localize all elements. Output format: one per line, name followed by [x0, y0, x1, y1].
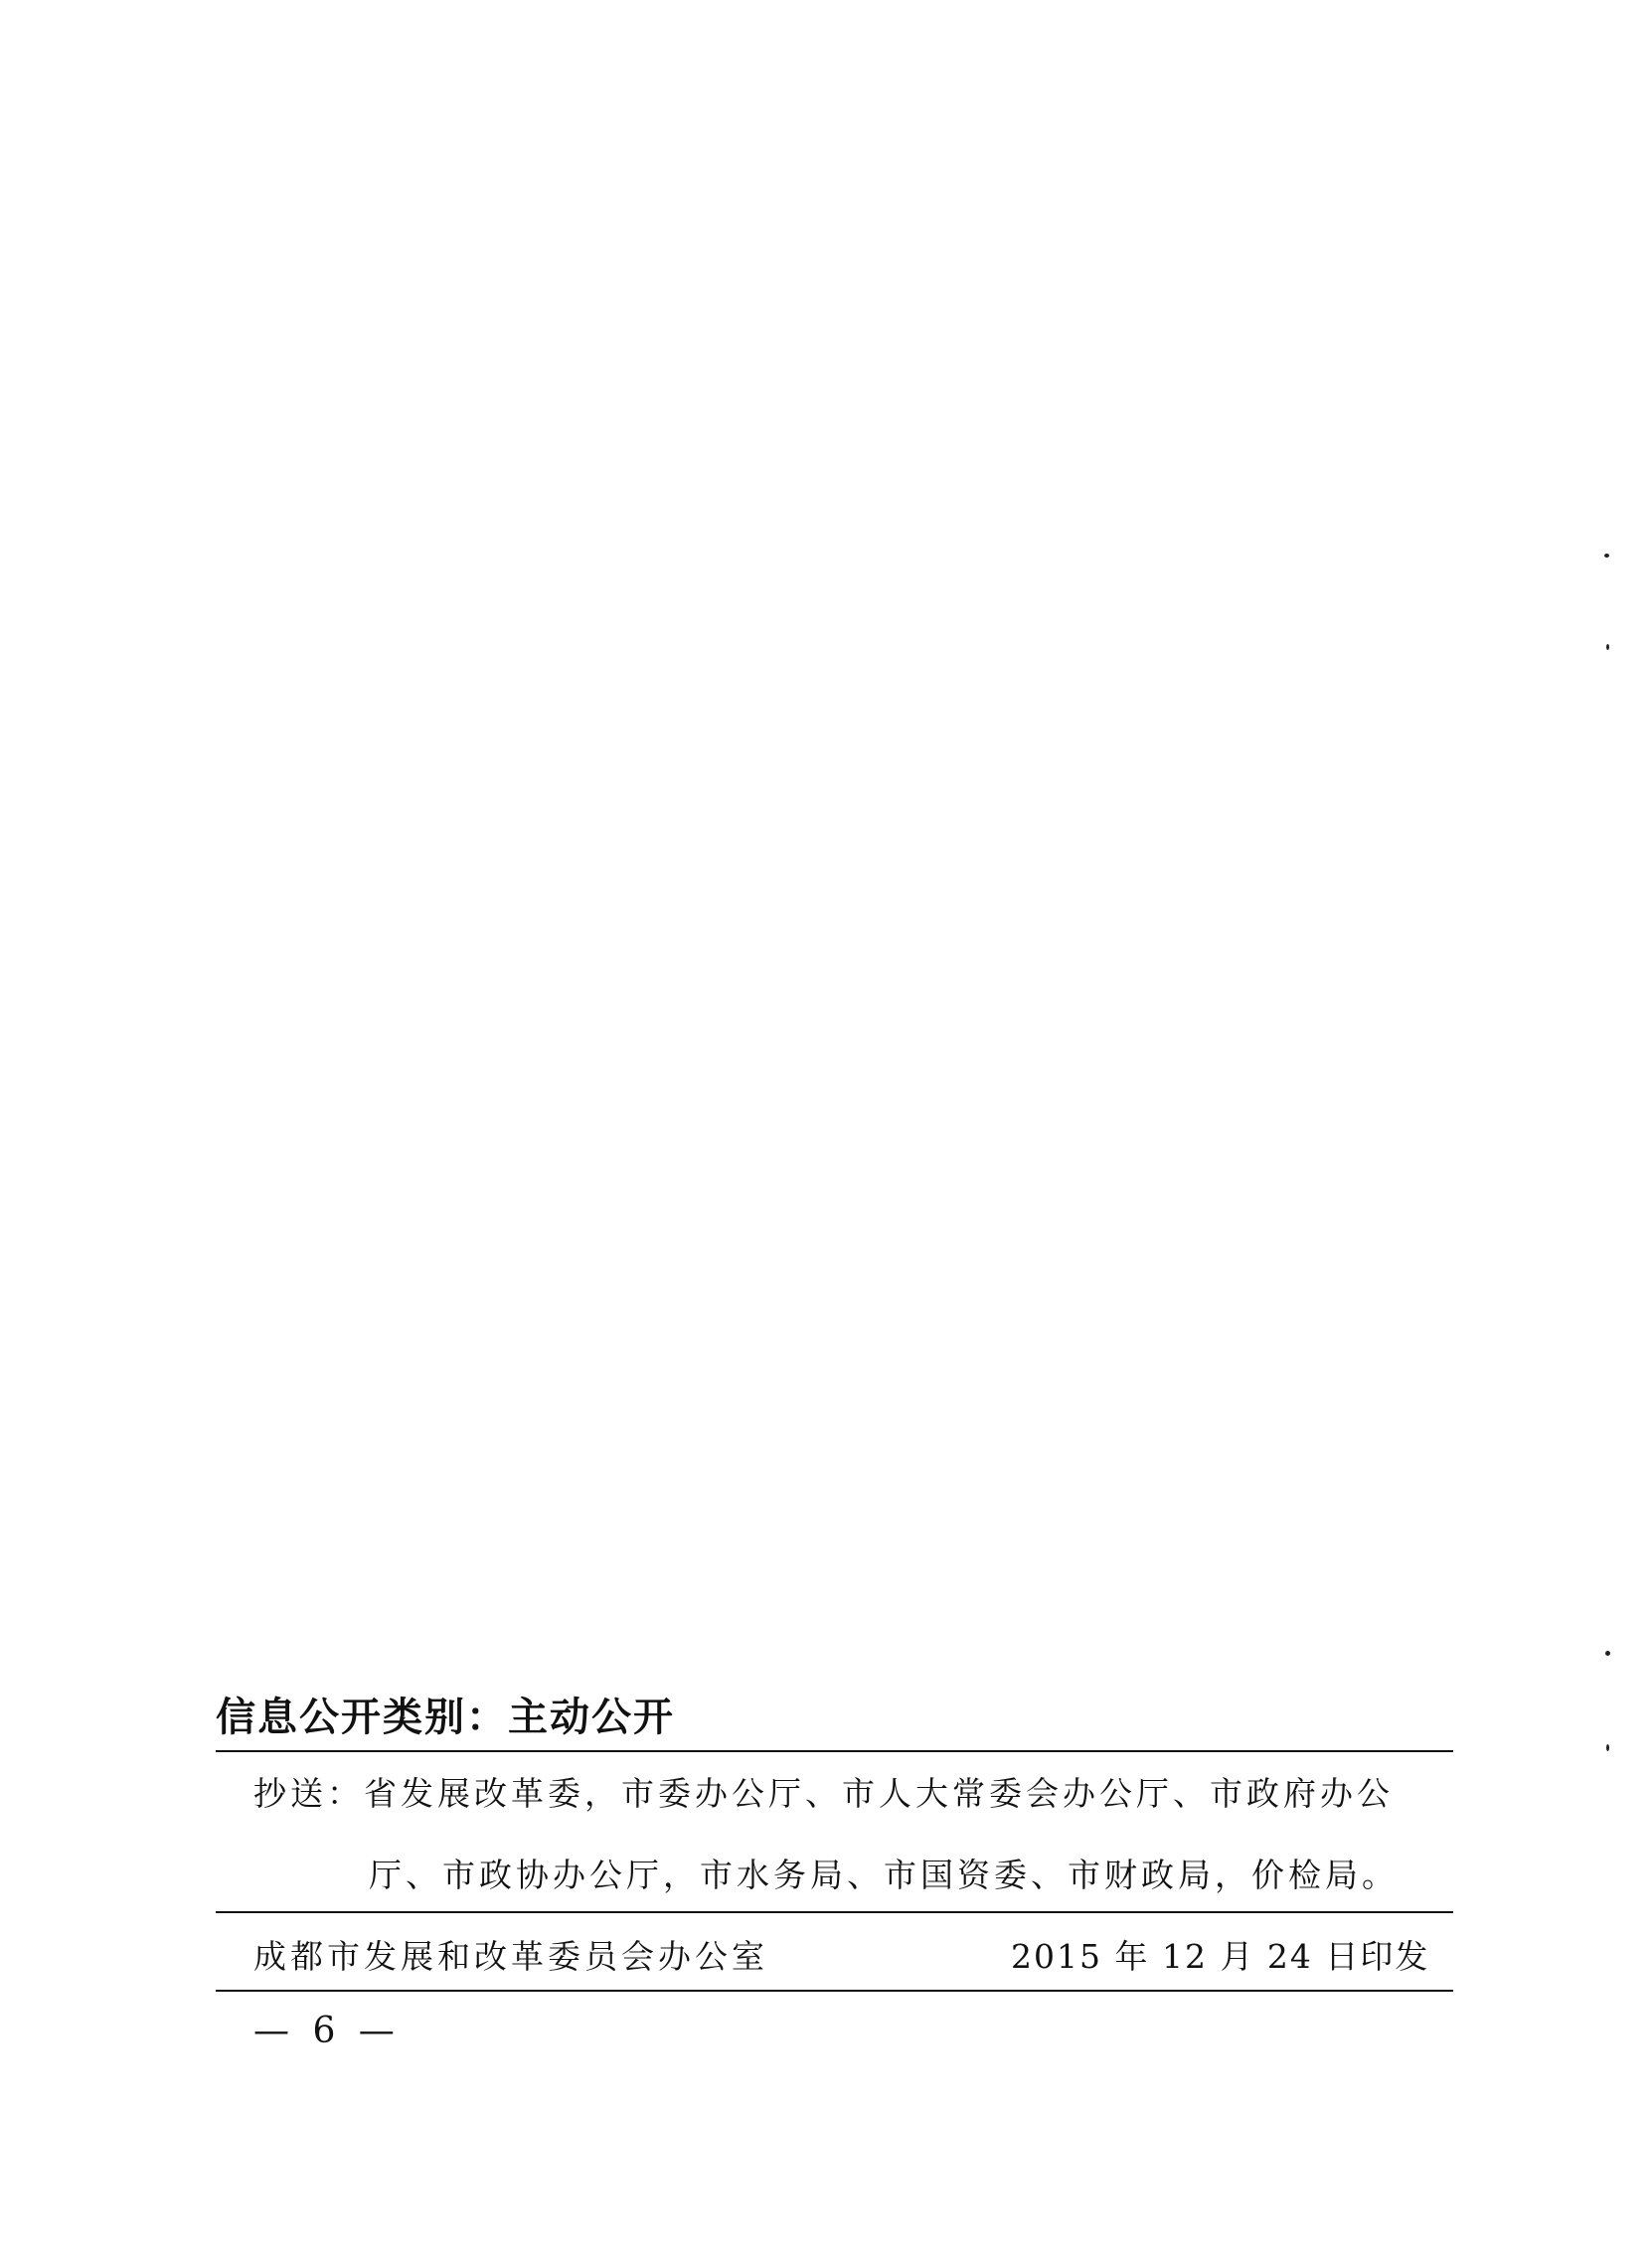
divider-rule — [216, 1990, 1453, 1992]
scan-speck — [1604, 554, 1609, 558]
copy-to-line-1: 抄送：省发展改革委，市委办公厅、市人大常委会办公厅、市政府办公 — [253, 1774, 1394, 1813]
scan-speck — [1606, 1744, 1609, 1751]
issuing-office: 成都市发展和改革委员会办公室 — [253, 1937, 768, 1976]
copy-to-line-2: 厅、市政协办公厅，市水务局、市国资委、市财政局，价检局。 — [369, 1856, 1399, 1894]
disclosure-category: 信息公开类别：主动公开 — [216, 1695, 675, 1740]
scan-speck — [1606, 644, 1609, 650]
divider-rule — [216, 1750, 1453, 1752]
issue-date: 2015 年 12 月 24 日印发 — [1011, 1937, 1430, 1976]
divider-rule — [216, 1911, 1453, 1913]
scan-speck — [1605, 1651, 1610, 1656]
page-number: — 6 — — [253, 2011, 401, 2051]
